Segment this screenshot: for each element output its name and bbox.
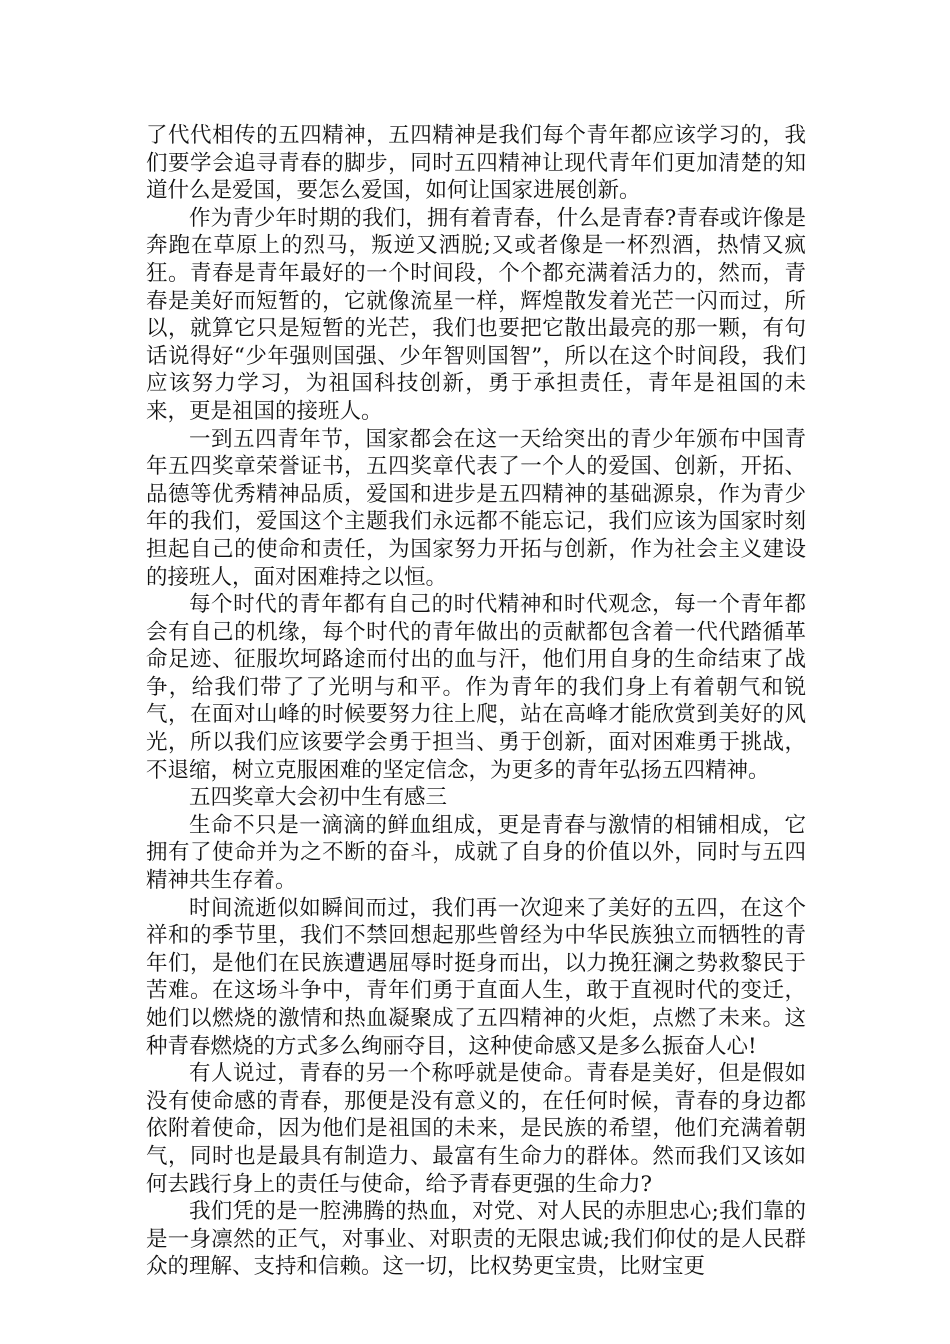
paragraph-5: 生命不只是一滴滴的鲜血组成，更是青春与激情的相铺相成，它拥有了使命并为之不断的奋斗，成就了自身的价值以外，同时与五四精神共生存着。 — [146, 812, 806, 894]
paragraph-6: 时间流逝似如瞬间而过，我们再一次迎来了美好的五四，在这个祥和的季节里，我们不禁回想起那些曾经为中华民族独立而牺牲的青年们，是他们在民族遭遇屈辱时挺身而出，以力挽狂澜之势救黎民于苦难。在这场斗争中，青年们勇于直面人生，敢于直视时代的变迁，她们以燃烧的激情和热血凝聚成了五四精神的火炬，点燃了未来。这种青春燃烧的方式多么绚丽夺目，这种使命感又是多么振奋人心! — [146, 895, 806, 1059]
section-heading: 五四奖章大会初中生有感三 — [189, 785, 448, 811]
document-body — [146, 122, 806, 1281]
paragraph-4: 每个时代的青年都有自己的时代精神和时代观念，每一个青年都会有自己的机缘，每个时代的青年做出的贡献都包含着一代代踏循革命足迹、征服坎坷路途而付出的血与汗，他们用自身的生命结束了战争，给我们带了了光明与和平。作为青年的我们身上有着朝气和锐气，在面对山峰的时候要努力往上爬，站在高峰才能欣赏到美好的风光，所以我们应该要学会勇于担当、勇于创新，面对困难勇于挑战，不退缩，树立克服困难的坚定信念，为更多的青年弘扬五四精神。 — [146, 592, 806, 783]
paragraph-7: 有人说过，青春的另一个称呼就是使命。青春是美好，但是假如没有使命感的青春，那便是没有意义的，在任何时候，青春的身边都依附着使命，因为他们是祖国的未来，是民族的希望，他们充满着朝气，同时也是最具有制造力、最富有生命力的群体。然而我们又该如何去践行身上的责任与使命，给予青春更强的生命力? — [146, 1061, 806, 1197]
paragraph-2: 作为青少年时期的我们，拥有着青春，什么是青春?青春或许像是奔跑在草原上的烈马，叛逆又洒脱;又或者像是一杯烈酒，热情又疯狂。青春是青年最好的一个时间段，个个都充满着活力的，然而，青春是美好而短暂的，它就像流星一样，辉煌散发着光芒一闪而过，所以，就算它只是短暂的光芒，我们也要把它散出最亮的那一颗，有句话说得好“少年强则国强、少年智则国智”，所以在这个时间段，我们应该努力学习，为祖国科技创新，勇于承担责任，青年是祖国的未来，更是祖国的接班人。 — [146, 205, 806, 424]
paragraph-1: 了代代相传的五四精神，五四精神是我们每个青年都应该学习的，我们要学会追寻青春的脚步，同时五四精神让现代青年们更加清楚的知道什么是爱国，要怎么爱国，如何让国家进展创新。 — [146, 123, 806, 204]
paragraph-3: 一到五四青年节，国家都会在这一天给突出的青少年颁布中国青年五四奖章荣誉证书，五四奖章代表了一个人的爱国、创新，开拓、品德等优秀精神品质，爱国和进步是五四精神的基础源泉，作为青少年的我们，爱国这个主题我们永远都不能忘记，我们应该为国家时刻担起自己的使命和责任，为国家努力开拓与创新，作为社会主义建设的接班人，面对困难持之以恒。 — [146, 426, 806, 590]
paragraph-8: 我们凭的是一腔沸腾的热血，对党、对人民的赤胆忠心;我们靠的是一身凛然的正气，对事业、对职责的无限忠诚;我们仰仗的是人民群众的理解、支持和信赖。这一切，比权势更宝贵，比财宝更 — [146, 1199, 806, 1280]
